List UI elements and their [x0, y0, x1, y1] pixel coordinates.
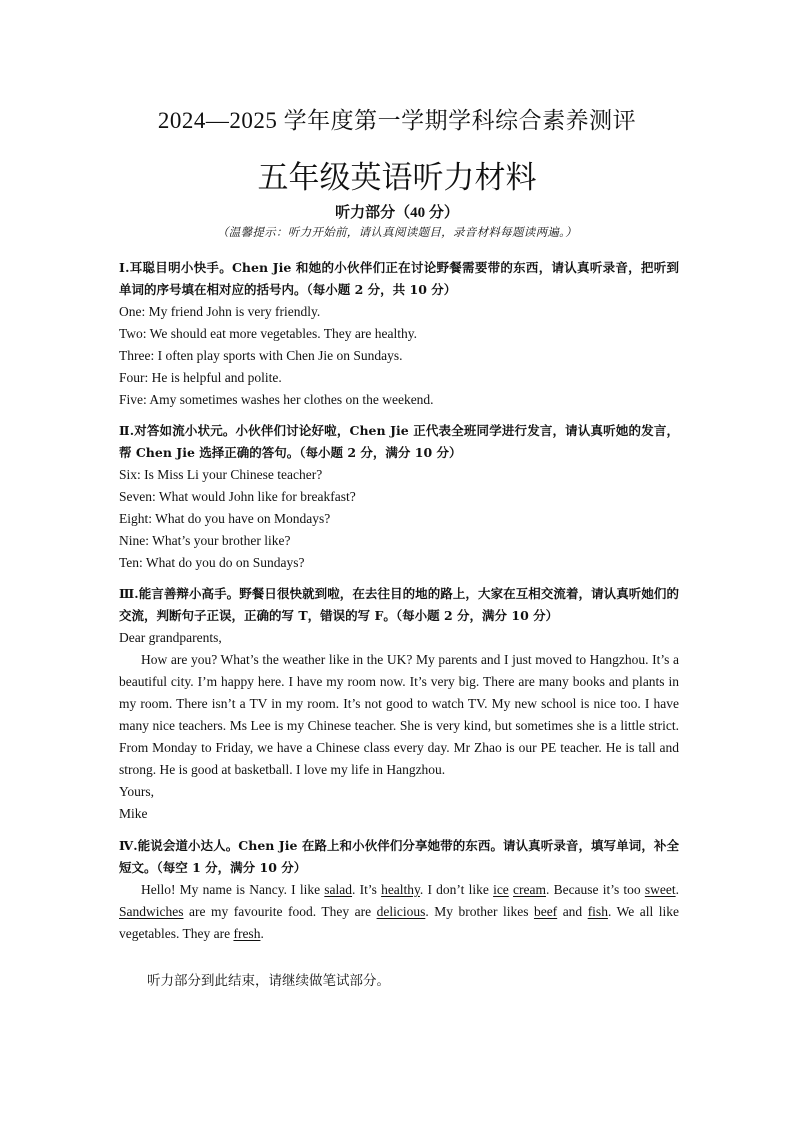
section-4	[119, 835, 679, 945]
passage-text: .	[260, 926, 264, 941]
section-1-line: Two: We should eat more vegetables. They are healthy.	[119, 326, 417, 341]
part-title: 听力部分（40 分）	[335, 205, 459, 221]
section-2-line: Six: Is Miss Li your Chinese teacher?	[119, 467, 323, 482]
passage-text: . We all like vegetables. They are	[119, 904, 679, 941]
answer-blank: healthy	[381, 882, 420, 897]
reminder-tip: （温馨提示：听力开始前，请认真阅读题目，录音材料每题读两遍。）	[216, 225, 578, 239]
exam-subtitle: 五年级英语听力材料	[257, 160, 537, 196]
passage-text: Hello! My name is Nancy. I like	[141, 882, 325, 897]
section-1-line: Four: He is helpful and polite.	[119, 370, 282, 385]
section-1-line: One: My friend John is very friendly.	[119, 304, 321, 319]
answer-blank: ice	[493, 882, 509, 897]
section-3-heading: Ⅲ.能言善辩小高手。野餐日很快就到啦，在去往目的地的路上，大家在互相交流着，请认真听她们的交流，判断句子正误，正确的写 T，错误的写 F。（每小题 2 分，满分 10 分）	[119, 586, 679, 623]
section-2-heading: Ⅱ.对答如流小状元。小伙伴们讨论好啦，Chen Jie 正代表全班同学进行发言，请认真听她的发言，帮 Chen Jie 选择正确的答句。（每小题 2 分，满分 10 分）	[119, 423, 679, 460]
answer-blank: sweet	[644, 882, 676, 897]
letter-body: How are you? What’s the weather like in the UK? My parents and I just moved to Hangzhou. It’s a beautiful city. I’m happy here. I have my room now. It’s very big. There are many books and plants in my room. There isn’t a TV in my room. It’s not good to watch TV. My new school is nice too. I have many nice teachers. Ms Lee is my Chinese teacher. She is very kind, but sometimes she is a little strict. From Monday to Friday, we have a Chinese class every day. Mr Zhao is our PE teacher. He is tall and strong. He is good at basketball. I love my life in Hangzhou.	[119, 652, 679, 777]
passage-text: . My brother likes	[425, 904, 534, 919]
answer-blank: beef	[533, 904, 558, 919]
answer-blank: salad	[324, 882, 353, 897]
passage-text: . It’s	[352, 882, 382, 897]
section-1-line: Five: Amy sometimes washes her clothes on the weekend.	[119, 392, 434, 407]
section-2-line: Eight: What do you have on Mondays?	[119, 511, 331, 526]
section-2-line: Ten: What do you do on Sundays?	[119, 555, 305, 570]
passage-text: are my favourite food. They are	[183, 904, 377, 919]
answer-blank: Sandwiches	[119, 904, 184, 919]
answer-blank: cream	[513, 882, 546, 897]
section-4-heading: Ⅳ.能说会道小达人。Chen Jie 在路上和小伙伴们分享她带的东西。请认真听录音，填写单词，补全短文。（每空 1 分，满分 10 分）	[119, 838, 679, 875]
ending-note: 听力部分到此结束，请继续做笔试部分。	[147, 973, 390, 989]
passage-text: . I don’t like	[419, 882, 494, 897]
letter-closing: Yours,	[119, 784, 155, 799]
cloze-passage	[119, 879, 679, 945]
section-1-heading: Ⅰ.耳聪目明小快手。Chen Jie 和她的小伙伴们正在讨论野餐需要带的东西，请认真听录音，把听到单词的序号填在相对应的括号内。（每小题 2 分，共 10 分）	[119, 260, 679, 297]
answer-blank: delicious	[376, 904, 426, 919]
section-2	[119, 420, 679, 574]
letter-signature: Mike	[119, 806, 148, 821]
section-2-line: Seven: What would John like for breakfast?	[119, 489, 356, 504]
passage-text: and	[557, 904, 588, 919]
passage-text: .	[675, 882, 679, 897]
answer-blank: fresh	[233, 926, 261, 941]
answer-blank: fish	[587, 904, 608, 919]
passage-text: . Because it’s too	[546, 882, 645, 897]
section-3	[119, 583, 679, 825]
section-1	[119, 257, 679, 411]
exam-title: 2024—2025 学年度第一学期学科综合素养测评	[157, 108, 637, 133]
section-2-line: Nine: What’s your brother like?	[119, 533, 291, 548]
section-1-line: Three: I often play sports with Chen Jie on Sundays.	[119, 348, 403, 363]
letter-greeting: Dear grandparents,	[119, 630, 222, 645]
